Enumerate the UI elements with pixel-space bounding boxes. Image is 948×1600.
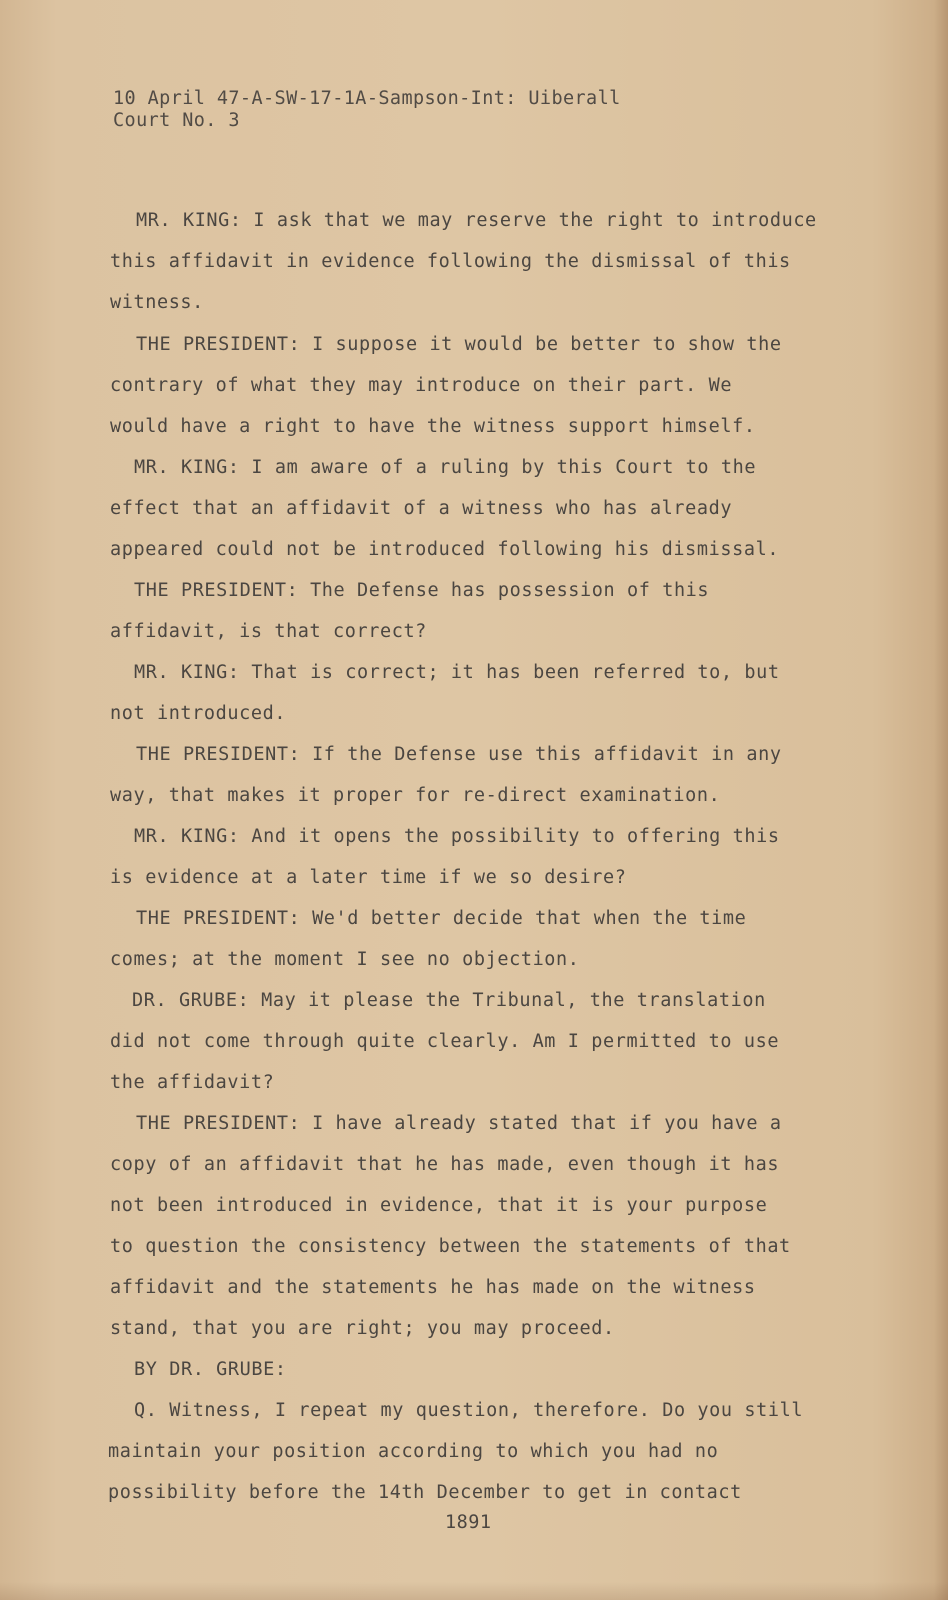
transcript-line: affidavit and the statements he has made on the witness [110, 1277, 756, 1298]
transcript-line: contrary of what they may introduce on their part. We [110, 375, 733, 396]
transcript-line: BY DR. GRUBE: [134, 1359, 287, 1380]
document-header [113, 88, 621, 132]
transcript-line: copy of an affidavit that he has made, even though it has [110, 1154, 780, 1175]
transcript-line: stand, that you are right; you may proceed. [110, 1318, 615, 1339]
transcript-line: maintain your position according to which you had no [108, 1441, 719, 1462]
transcript-line: DR. GRUBE: May it please the Tribunal, the translation [132, 990, 766, 1011]
header-session-line: 10 April 47-A-SW-17-1A-Sampson-Int: Uiberall [113, 88, 621, 109]
transcript-line: comes; at the moment I see no objection. [110, 949, 580, 970]
transcript-line: MR. KING: I ask that we may reserve the right to introduce [136, 210, 817, 231]
transcript-line: MR. KING: And it opens the possibility to offering this [134, 826, 780, 847]
transcript-line: to question the consistency between the statements of that [110, 1236, 791, 1257]
transcript-line: would have a right to have the witness support himself. [110, 416, 756, 437]
page-bottom-shadow [0, 1582, 948, 1600]
transcript-line: this affidavit in evidence following the dismissal of this [110, 251, 791, 272]
page-number: 1891 [445, 1512, 492, 1533]
page-edge-shadow [934, 0, 948, 1600]
transcript-line: THE PRESIDENT: I have already stated that if you have a [136, 1113, 782, 1134]
transcript-line: affidavit, is that correct? [110, 621, 427, 642]
transcript-line: THE PRESIDENT: We'd better decide that when the time [136, 908, 747, 929]
transcript-line: MR. KING: That is correct; it has been referred to, but [134, 662, 780, 683]
transcript-line: the affidavit? [110, 1072, 275, 1093]
transcript-line: effect that an affidavit of a witness who has already [110, 498, 733, 519]
transcript-line: is evidence at a later time if we so desire? [110, 867, 627, 888]
transcript-line: THE PRESIDENT: I suppose it would be better to show the [136, 334, 782, 355]
transcript-line: Q. Witness, I repeat my question, therefore. Do you still [134, 1400, 804, 1421]
header-court-line: Court No. 3 [113, 110, 240, 131]
transcript-line: THE PRESIDENT: The Defense has possession of this [134, 580, 710, 601]
transcript-line: way, that makes it proper for re-direct examination. [110, 785, 721, 806]
transcript-line: did not come through quite clearly. Am I permitted to use [110, 1031, 780, 1052]
transcript-line: not been introduced in evidence, that it is your purpose [110, 1195, 768, 1216]
transcript-line: not introduced. [110, 703, 287, 724]
transcript-line: witness. [110, 292, 204, 313]
transcript-line: MR. KING: I am aware of a ruling by this Court to the [134, 457, 757, 478]
transcript-line: appeared could not be introduced following his dismissal. [110, 539, 780, 560]
transcript-line: possibility before the 14th December to get in contact [108, 1482, 742, 1503]
transcript-line: THE PRESIDENT: If the Defense use this affidavit in any [136, 744, 782, 765]
